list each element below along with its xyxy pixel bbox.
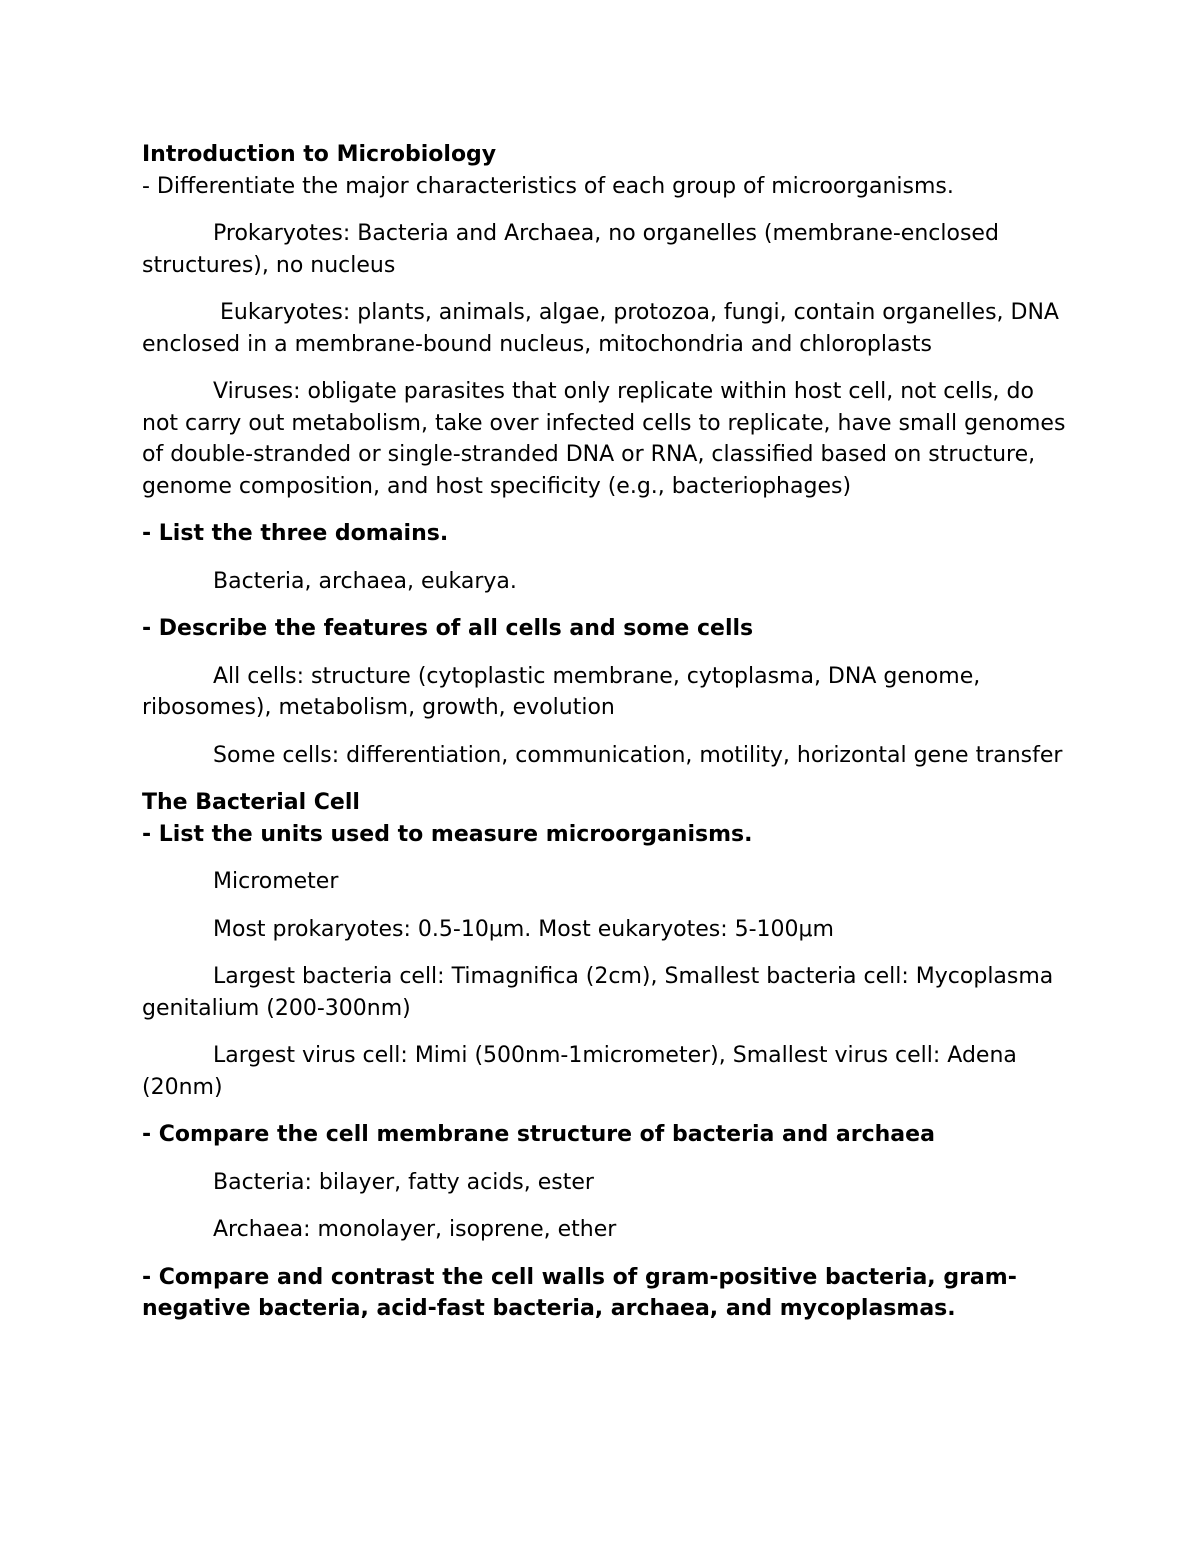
document-page xyxy=(142,139,1067,1325)
answer-eukaryotes: Eukaryotes: plants, animals, algae, protozoa, fungi, contain organelles, DNA enclosed in a membrane-bound nucleus, mitochondria and chloroplasts xyxy=(142,300,1059,357)
answer-prokaryotes: Prokaryotes: Bacteria and Archaea, no organelles (membrane-enclosed structures), no nucleus xyxy=(142,221,999,278)
answer-bacteria-extremes: Largest bacteria cell: Timagnifica (2cm), Smallest bacteria cell: Mycoplasma genitalium (200-300nm) xyxy=(142,964,1054,1021)
answer-domains: Bacteria, archaea, eukarya. xyxy=(213,568,517,594)
section-title-bacterial-cell: The Bacterial Cell xyxy=(142,790,360,815)
answer-all-cells: All cells: structure (cytoplastic membrane, cytoplasma, DNA genome, ribosomes), metabolism, growth, evolution xyxy=(142,663,981,720)
question-units: - List the units used to measure microorganisms. xyxy=(142,821,753,847)
question-three-domains: - List the three domains. xyxy=(142,521,449,546)
question-membrane-structure: - Compare the cell membrane structure of bacteria and archaea xyxy=(142,1122,935,1147)
question-cell-walls: - Compare and contrast the cell walls of gram-positive bacteria, gram-negative bacteria, acid-fast bacteria, archaea, and mycoplasmas. xyxy=(142,1264,1017,1321)
question-differentiate: - Differentiate the major characteristics of each group of microorganisms. xyxy=(142,173,954,199)
answer-some-cells: Some cells: differentiation, communication, motility, horizontal gene transfer xyxy=(213,742,1063,768)
answer-viruses: Viruses: obligate parasites that only replicate within host cell, not cells, do not carry out metabolism, take over infected cells to replicate, have small genomes of double-stranded or single-stranded DNA or RNA, classified based on structure, genome composition, and host specificity (e.g., bacteriophages) xyxy=(142,379,1066,499)
answer-archaea-membrane: Archaea: monolayer, isoprene, ether xyxy=(213,1217,617,1242)
question-cell-features: - Describe the features of all cells and some cells xyxy=(142,616,754,641)
answer-sizes: Most prokaryotes: 0.5-10μm. Most eukaryotes: 5-100μm xyxy=(213,916,834,942)
answer-unit: Micrometer xyxy=(213,869,339,894)
answer-virus-extremes: Largest virus cell: Mimi (500nm-1micrometer), Smallest virus cell: Adena (20nm) xyxy=(142,1043,1017,1100)
answer-bacteria-membrane: Bacteria: bilayer, fatty acids, ester xyxy=(213,1169,594,1195)
section-title-intro: Introduction to Microbiology xyxy=(142,142,497,167)
